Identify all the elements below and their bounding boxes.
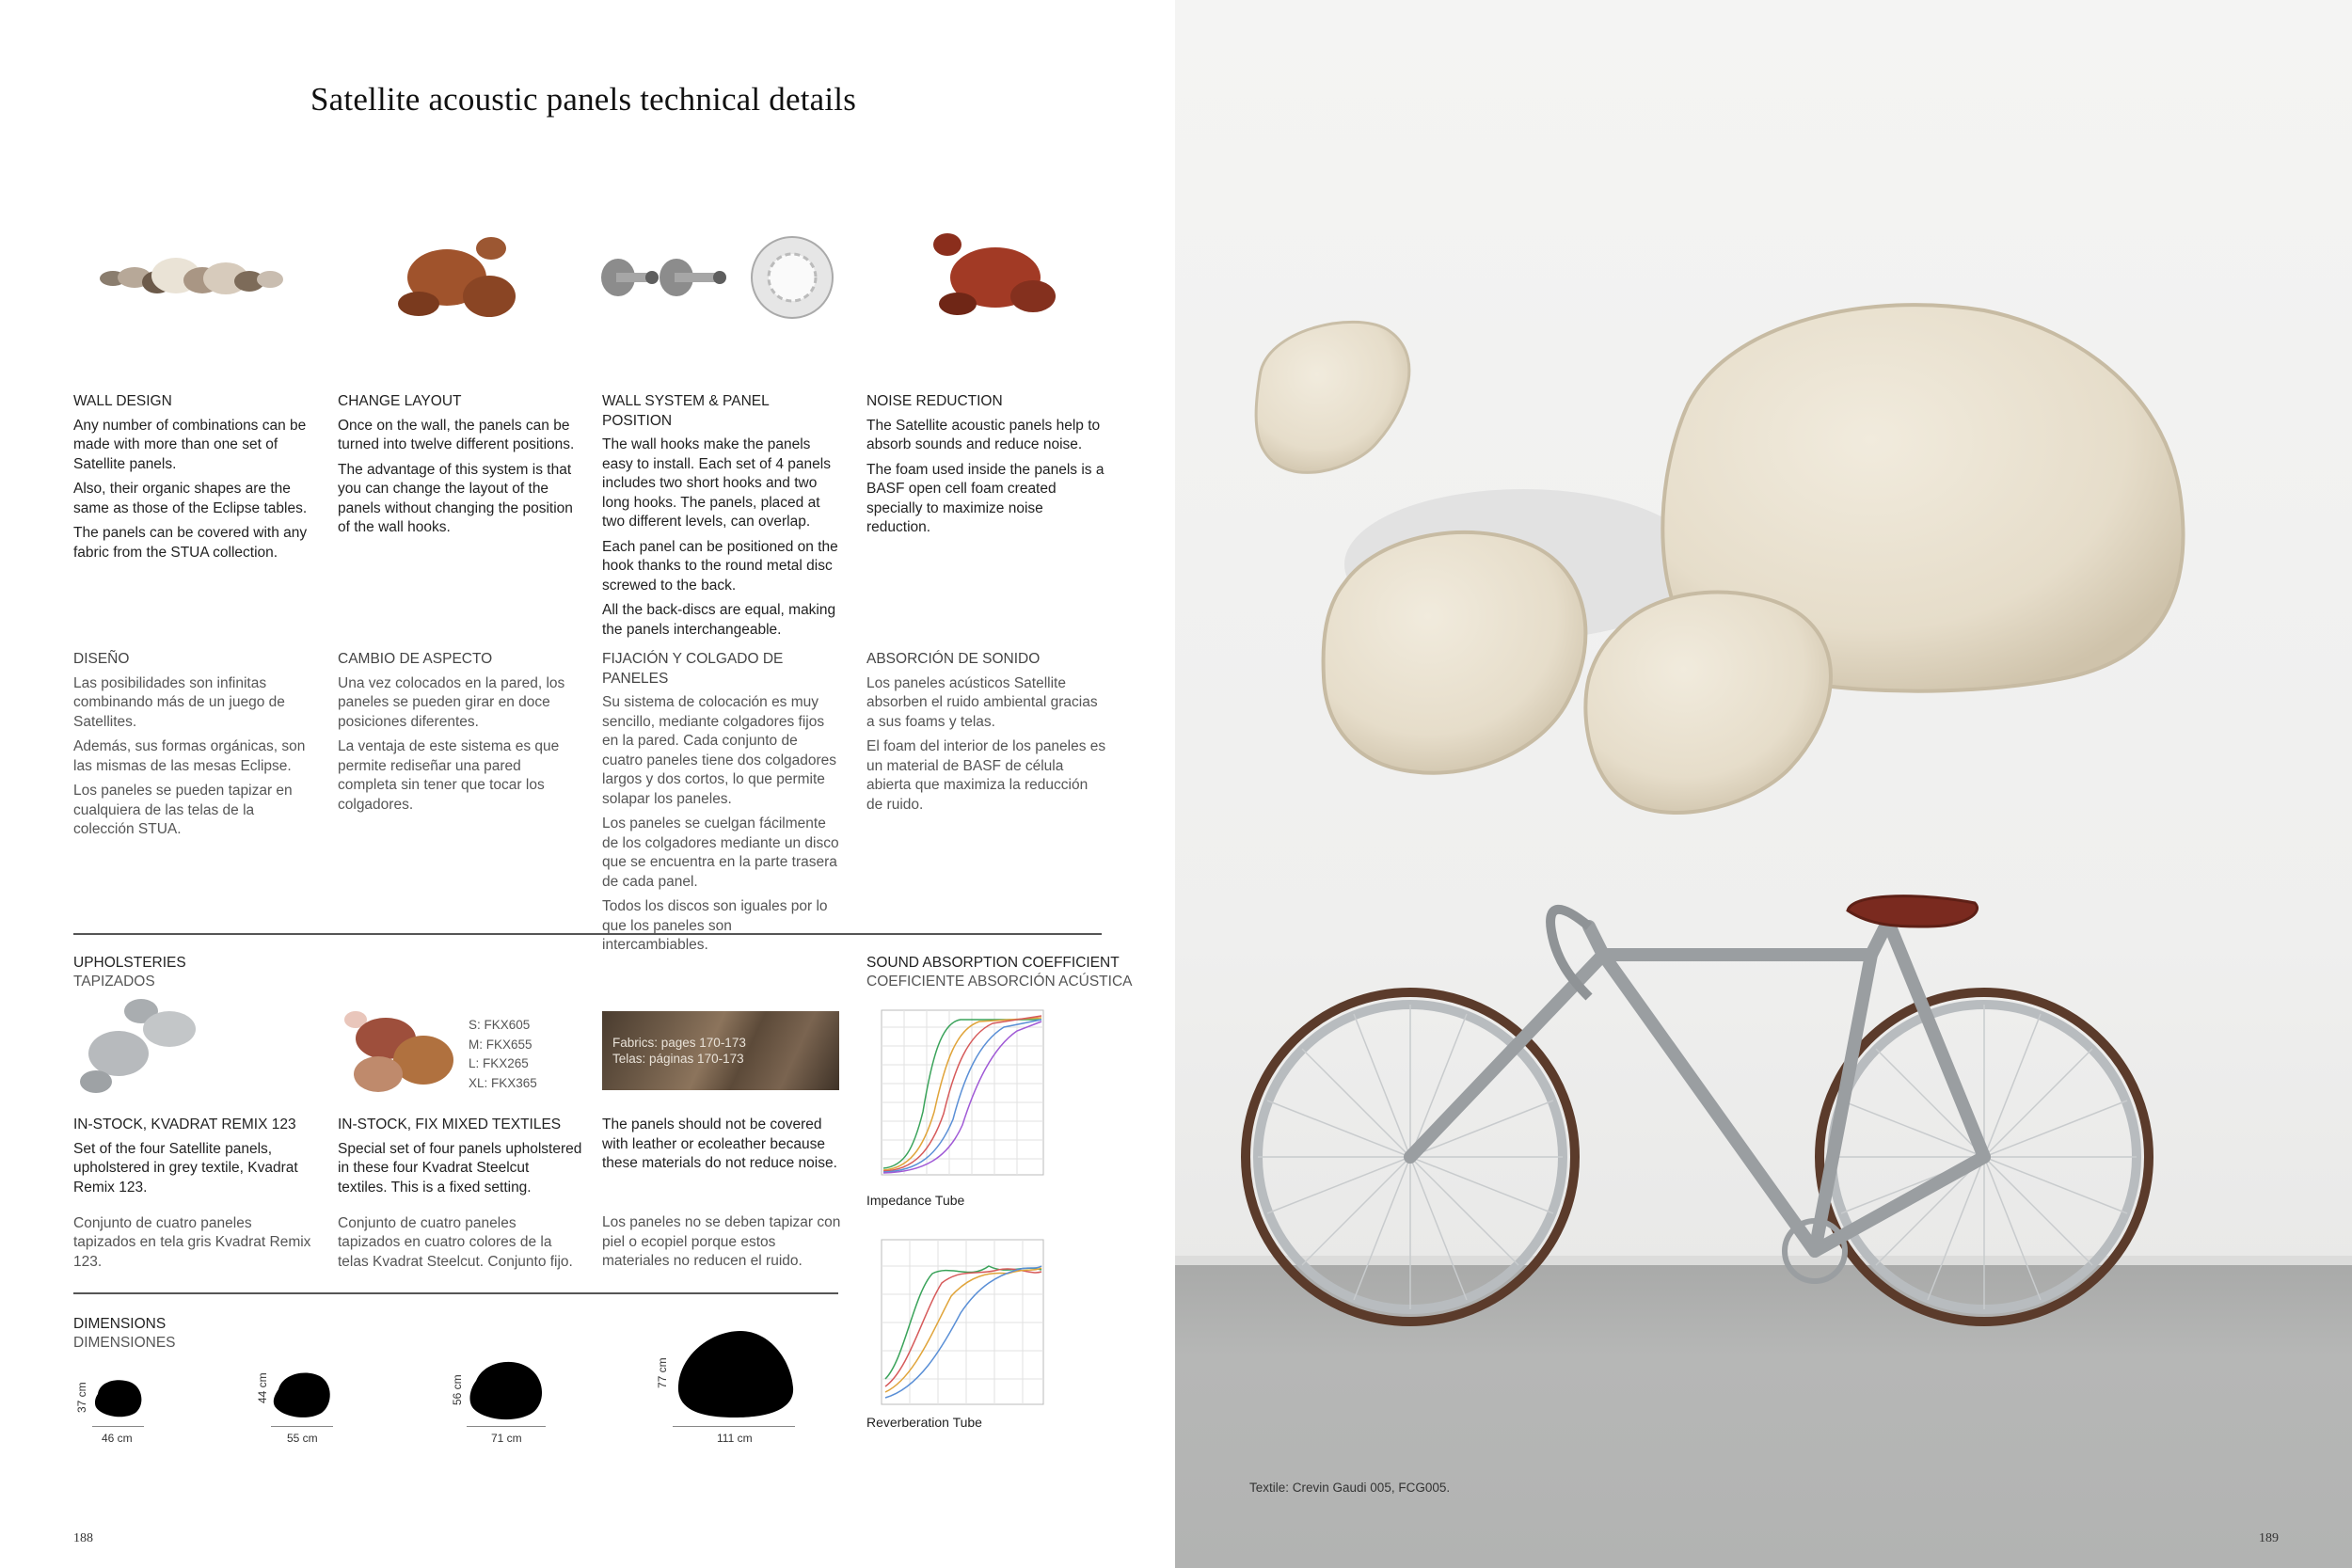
upholstery-text: The panels should not be covered with leather or ecoleather because these materials do not reduce noise. <box>602 1117 837 1171</box>
dim-line <box>92 1426 144 1427</box>
right-page-photo <box>1175 0 2352 1568</box>
feature-text: Su sistema de colocación es muy sencillo, mediante colgadores fijos en la pared. Cada conjunto de cuatro paneles tiene dos colgadores largos y dos cortos, lo que permite solapar los paneles. <box>602 694 837 807</box>
feature-text: Any number of combinations can be made with more than one set of Satellite panels. <box>73 417 307 472</box>
dimensions-heading <box>73 1315 176 1353</box>
sound-heading <box>866 954 1133 991</box>
size-code: XL: FKX365 <box>469 1075 537 1090</box>
feature-noise-reduction <box>866 392 1106 544</box>
wall-hooks-image <box>599 235 834 320</box>
page-title: Satellite acoustic panels technical details <box>310 81 857 118</box>
feature-heading: FIJACIÓN Y COLGADO DE PANELES <box>602 651 784 687</box>
upholsteries-title-es: TAPIZADOS <box>73 974 155 990</box>
feature-heading: ABSORCIÓN DE SONIDO <box>866 651 1041 667</box>
upholstery-text-es: Los paneles no se deben tapizar con piel o ecopiel porque estos materiales no reducen el ruido. <box>602 1214 841 1269</box>
grey-panels-image <box>73 997 205 1101</box>
feature-heading: CHANGE LAYOUT <box>338 393 462 409</box>
feature-text: Una vez colocados en la pared, los paneles se pueden girar en doce posiciones diferentes. <box>338 674 565 730</box>
page-number-left: 188 <box>73 1531 93 1545</box>
feature-text: The Satellite acoustic panels help to absorb sounds and reduce noise. <box>866 417 1101 452</box>
size-code: M: FKX655 <box>469 1037 532 1052</box>
upholsteries-heading <box>73 954 186 991</box>
feature-text: Las posibilidades son infinitas combinando más de un juego de Satellites. <box>73 674 285 730</box>
fabric-swatch <box>602 1011 839 1090</box>
dimension-shape-s <box>92 1375 144 1420</box>
feature-text: Also, their organic shapes are the same as those of the Eclipse tables. <box>73 481 308 516</box>
feature-text: Los paneles acústicos Satellite absorben el ruido ambiental gracias a sus foams y telas. <box>866 674 1098 730</box>
feature-text: Además, sus formas orgánicas, son las mismas de las mesas Eclipse. <box>73 738 306 774</box>
fabric-note-es: Telas: páginas 170-173 <box>612 1052 744 1066</box>
reverberation-tube-label: Reverberation Tube <box>866 1415 982 1430</box>
feature-text: La ventaja de este sistema es que permite rediseñar una pared completa sin tener que tocar los colgadores. <box>338 738 560 813</box>
dim-height-l: 56 cm <box>451 1374 464 1405</box>
upholstery-mixed <box>338 1116 582 1272</box>
size-code: L: FKX265 <box>469 1056 529 1070</box>
feature-absorcion <box>866 650 1106 820</box>
feature-wall-system <box>602 392 842 645</box>
feature-text: Los paneles se cuelgan fácilmente de los colgadores mediante un disco que se encuentra en la parte trasera de cada panel. <box>602 816 839 890</box>
dim-height-xl: 77 cm <box>656 1357 669 1388</box>
feature-text: The panels can be covered with any fabric from the STUA collection. <box>73 525 308 561</box>
upholstery-text: Special set of four panels upholstered in these four Kvadrat Steelcut textiles. This is a fixed setting. <box>338 1140 582 1196</box>
photo-caption: Textile: Crevin Gaudi 005, FCG005. <box>1249 1481 1451 1495</box>
upholstery-heading: IN-STOCK, FIX MIXED TEXTILES <box>338 1117 562 1132</box>
feature-text: El foam del interior de los paneles es un material de BASF de célula abierta que maximiza la reducción de ruido. <box>866 738 1106 813</box>
feature-text: Todos los discos son iguales por lo que los paneles son intercambiables. <box>602 898 828 953</box>
upholstery-heading: IN-STOCK, KVADRAT REMIX 123 <box>73 1117 296 1132</box>
fabric-note-en: Fabrics: pages 170-173 <box>612 1036 746 1050</box>
feature-fijacion <box>602 650 842 961</box>
reverberation-tube-chart <box>866 1238 1045 1417</box>
dim-height-m: 44 cm <box>256 1372 269 1403</box>
left-page <box>0 0 1175 1568</box>
impedance-tube-chart <box>866 1008 1045 1192</box>
feature-text: The advantage of this system is that you can change the layout of the panels without changing the position of the wall hooks. <box>338 461 573 535</box>
wall-panels-illustration <box>1175 0 2352 1265</box>
upholsteries-title: UPHOLSTERIES <box>73 955 186 971</box>
dimension-shape-l <box>467 1356 546 1422</box>
dimension-shape-xl <box>673 1329 795 1419</box>
feature-text: Each panel can be positioned on the hook thanks to the round metal disc screwed to the back. <box>602 538 838 594</box>
feature-text: The wall hooks make the panels easy to install. Each set of 4 panels includes two short hooks and two long hooks. The panels, placed at two different levels, can overlap. <box>602 436 831 530</box>
mixed-panels-image <box>341 1008 463 1102</box>
feature-diseno <box>73 650 313 846</box>
bicycle-illustration <box>1246 896 2149 1322</box>
feature-heading: NOISE REDUCTION <box>866 393 1003 409</box>
upholstery-remix <box>73 1116 318 1272</box>
dim-line <box>271 1426 333 1427</box>
feature-heading: DISEÑO <box>73 651 130 667</box>
dim-width-xl: 111 cm <box>717 1432 753 1445</box>
page-number-right: 189 <box>2259 1531 2279 1545</box>
dimensions-title: DIMENSIONS <box>73 1316 167 1332</box>
upholstery-text-es: Conjunto de cuatro paneles tapizados en cuatro colores de la telas Kvadrat Steelcut. Conjunto fijo. <box>338 1214 573 1270</box>
size-codes <box>469 1016 537 1093</box>
sound-title-es: COEFICIENTE ABSORCIÓN ACÚSTICA <box>866 974 1133 990</box>
upholstery-note <box>602 1116 847 1272</box>
impedance-tube-label: Impedance Tube <box>866 1193 965 1208</box>
change-layout-image <box>386 235 517 325</box>
feature-text: Once on the wall, the panels can be turned into twelve different positions. <box>338 417 575 452</box>
upholstery-text-es: Conjunto de cuatro paneles tapizados en tela gris Kvadrat Remix 123. <box>73 1214 311 1270</box>
dim-width-m: 55 cm <box>287 1432 318 1445</box>
dim-line <box>673 1426 795 1427</box>
feature-text: Los paneles se pueden tapizar en cualquiera de las telas de la colección STUA. <box>73 783 293 837</box>
feature-text: The foam used inside the panels is a BASF open cell foam created specially to maximize noise reduction. <box>866 461 1104 535</box>
sound-title: SOUND ABSORPTION COEFFICIENT <box>866 955 1120 971</box>
dimensions-title-es: DIMENSIONES <box>73 1335 176 1351</box>
feature-heading: CAMBIO DE ASPECTO <box>338 651 493 667</box>
feature-text: All the back-discs are equal, making the panels interchangeable. <box>602 602 836 638</box>
feature-heading: WALL DESIGN <box>73 393 172 409</box>
dim-width-s: 46 cm <box>102 1432 133 1445</box>
dim-width-l: 71 cm <box>491 1432 522 1445</box>
size-code: S: FKX605 <box>469 1018 531 1032</box>
dim-line <box>467 1426 546 1427</box>
feature-heading: WALL SYSTEM & PANEL POSITION <box>602 393 770 429</box>
divider <box>73 1292 838 1294</box>
wall-design-image <box>89 249 296 315</box>
dimension-shape-m <box>271 1369 333 1421</box>
feature-cambio-aspecto <box>338 650 578 820</box>
feature-change-layout <box>338 392 578 544</box>
upholstery-text: Set of the four Satellite panels, upholstered in grey textile, Kvadrat Remix 123. <box>73 1140 298 1196</box>
divider <box>73 933 1102 935</box>
noise-reduction-image <box>922 230 1063 325</box>
feature-wall-design <box>73 392 313 568</box>
dim-height-s: 37 cm <box>75 1382 88 1413</box>
